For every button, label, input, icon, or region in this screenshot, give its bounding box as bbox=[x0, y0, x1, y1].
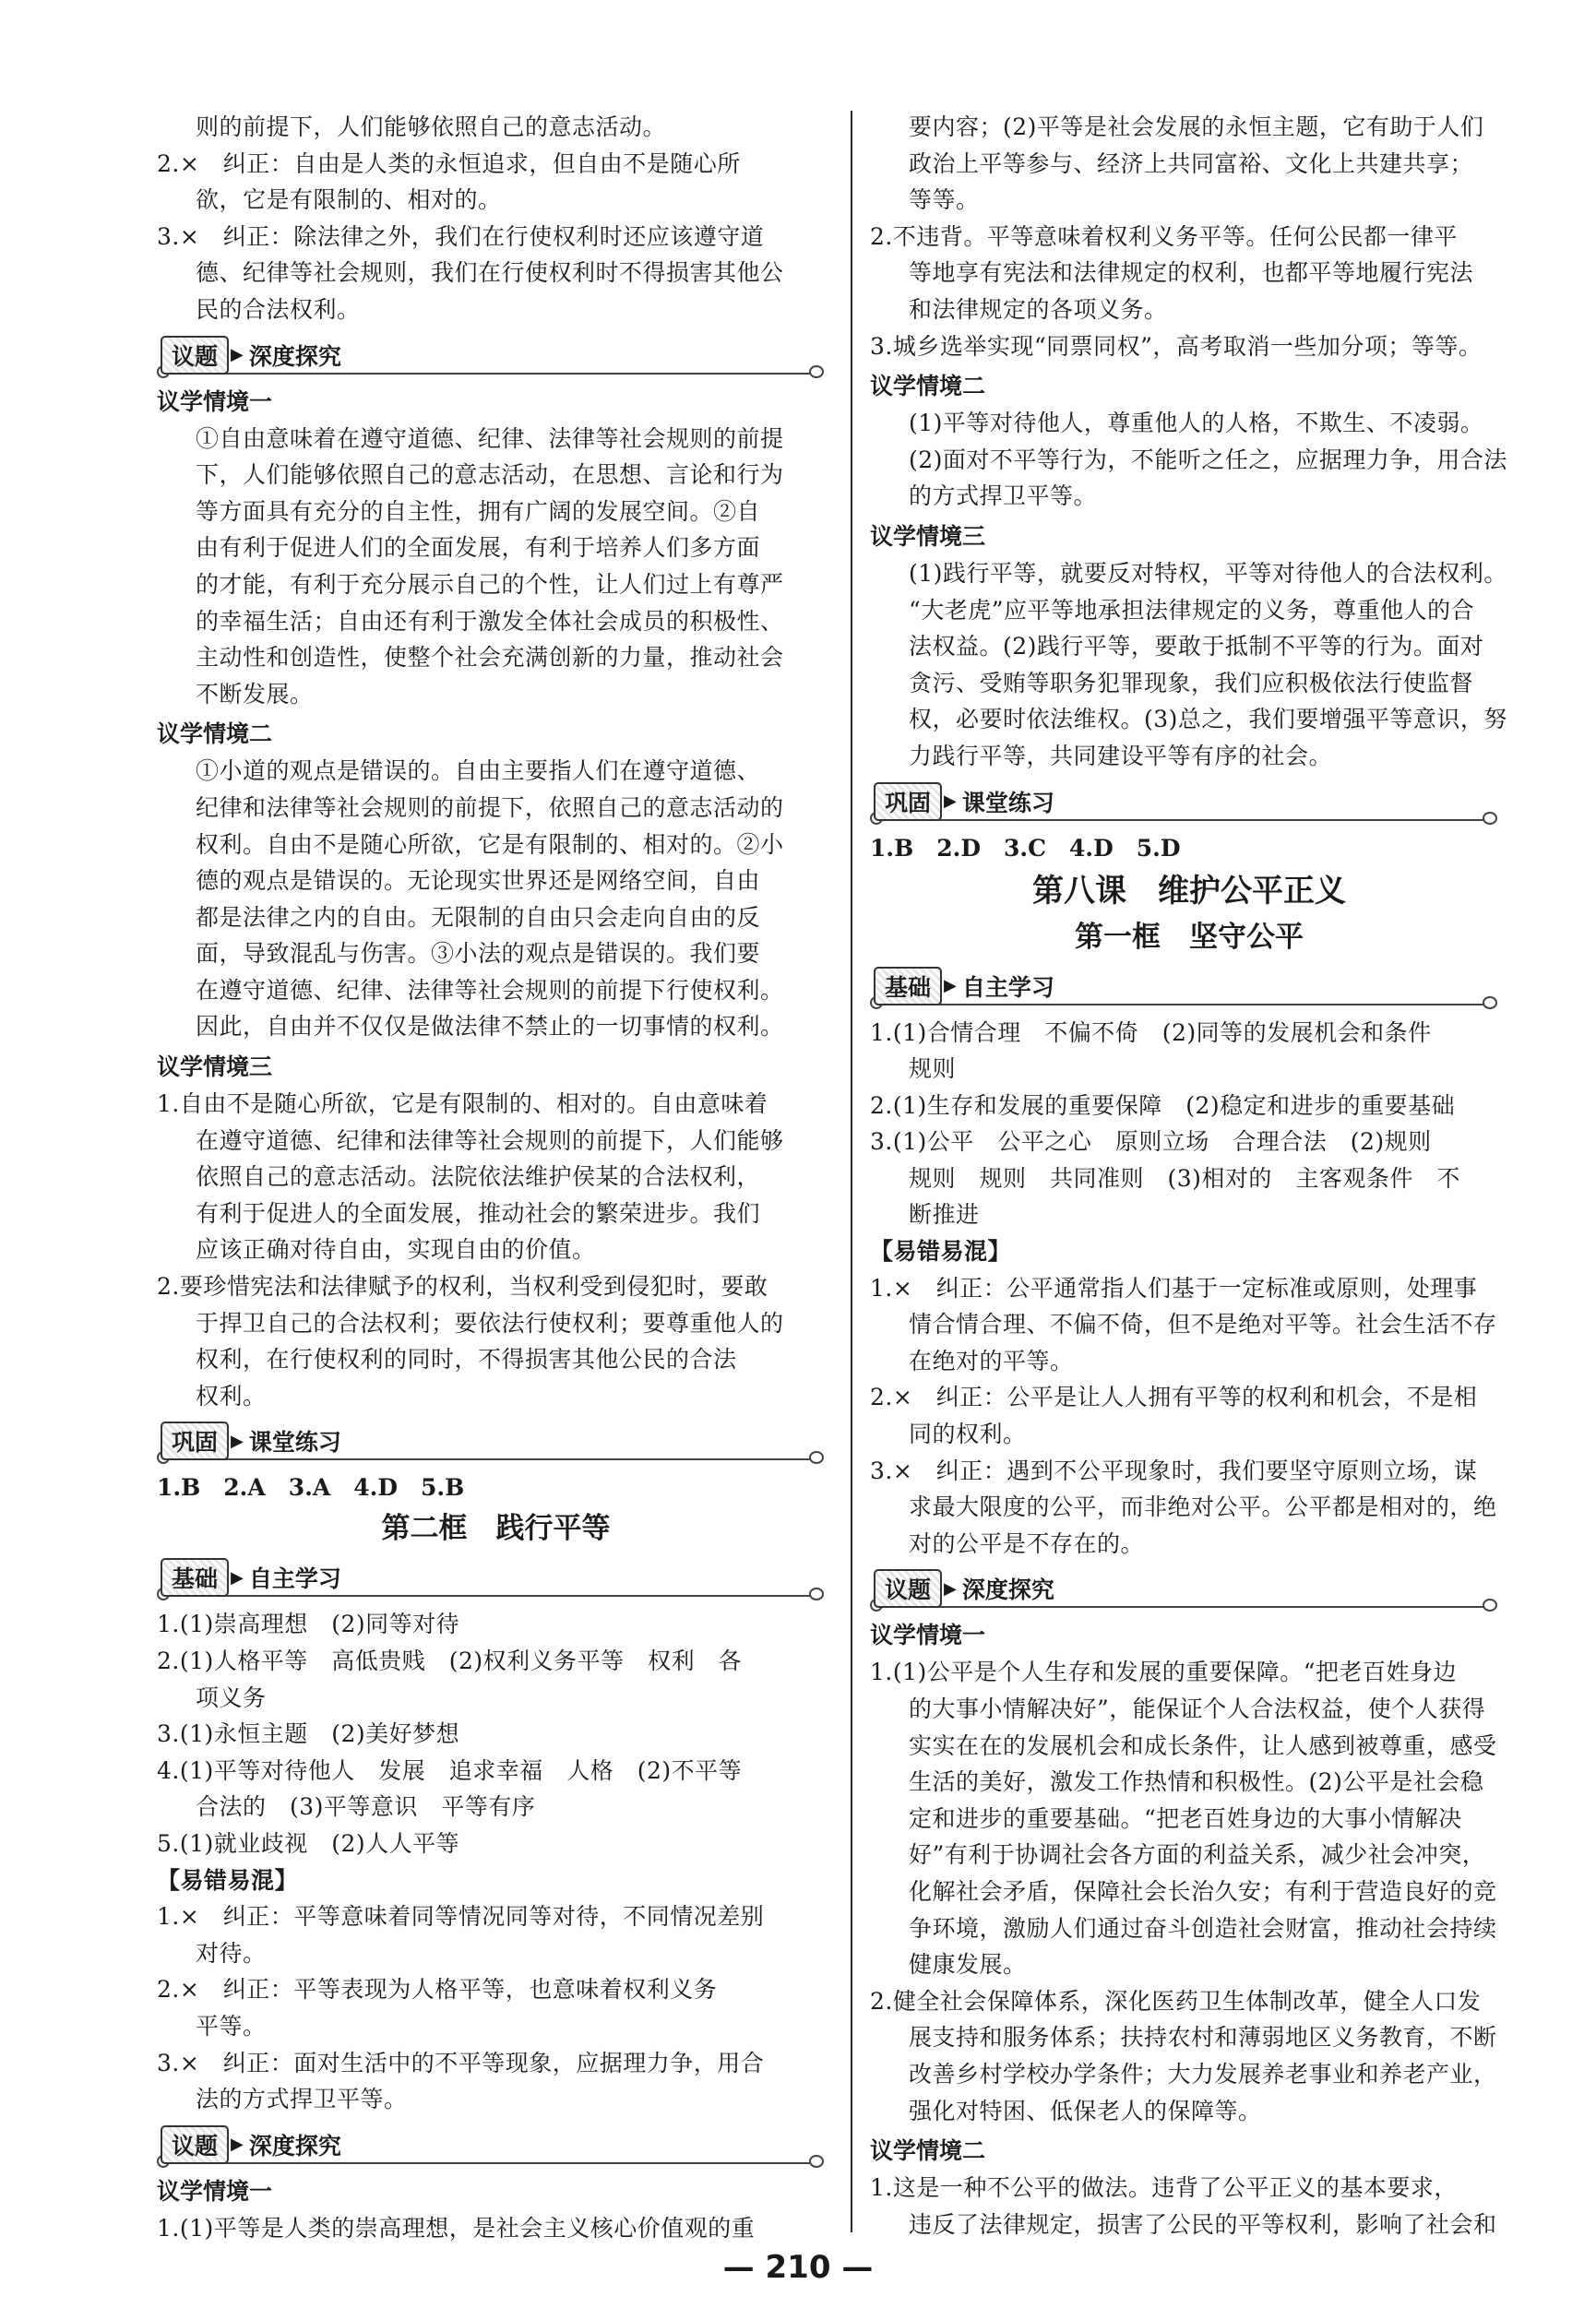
text-line: 权利，在行使权利的同时，不得损害其他公民的合法 bbox=[196, 1346, 737, 1374]
scenario-3-body bbox=[870, 555, 1508, 775]
text-line: 健康发展。 bbox=[909, 1951, 1027, 1979]
self-study-answers bbox=[157, 1606, 835, 1862]
text-line: 2.× 纠正：自由是人类的永恒追求，但自由不是随心所 bbox=[157, 149, 741, 177]
tag-key: 巩固 bbox=[161, 1422, 229, 1460]
triangle-right-icon: ▶ bbox=[231, 2135, 244, 2155]
text-line: 权，必要时依法维权。(3)总之，我们要增强平等意识，努 bbox=[909, 706, 1507, 733]
text-line: 的大事小情解决好”，能保证个人合法权益，使个人获得 bbox=[909, 1695, 1486, 1722]
tag-key: 基础 bbox=[874, 967, 942, 1005]
text-line: 权利。 bbox=[196, 1382, 267, 1410]
text-line: 民的合法权利。 bbox=[196, 295, 361, 323]
text-line: 2.× 纠正：公平是让人人拥有平等的权利和机会，不是相 bbox=[870, 1384, 1478, 1411]
section-tag-practice bbox=[157, 1422, 835, 1464]
tag-rule bbox=[164, 373, 811, 375]
tag-rule bbox=[164, 2162, 811, 2164]
text-line: 实实在在的发展机会和成长条件，让人感到被尊重，感受 bbox=[909, 1731, 1497, 1759]
text-line: 强化对特困、低保老人的保障等。 bbox=[909, 2097, 1262, 2124]
triangle-right-icon: ▶ bbox=[944, 791, 957, 811]
text-line: 改善乡村学校办学条件；大力发展养老事业和养老产业， bbox=[909, 2060, 1497, 2088]
text-line: 力践行平等，共同建设平等有序的社会。 bbox=[909, 742, 1333, 769]
left-column bbox=[157, 109, 835, 2246]
text-line: 欲，它是有限制的、相对的。 bbox=[196, 186, 502, 214]
triangle-right-icon: ▶ bbox=[231, 1567, 244, 1588]
text-line: 德、纪律等社会规则，我们在行使权利时不得损害其他公 bbox=[196, 259, 784, 287]
text-line: 2.(1)生存和发展的重要保障 (2)稳定和进步的重要基础 bbox=[870, 1091, 1456, 1119]
text-line: 应该正确对待自由，实现自由的价值。 bbox=[196, 1236, 596, 1264]
scenario-title: 议学情境一 bbox=[157, 387, 273, 415]
section-tag-deep-inquiry bbox=[157, 336, 835, 378]
text-line: 展支持和服务体系；扶持农村和薄弱地区义务教育，不断 bbox=[909, 2024, 1497, 2052]
text-line: 对待。 bbox=[196, 1939, 267, 1967]
tag-rule-end bbox=[809, 1451, 824, 1464]
text-line: 2.× 纠正：平等表现为人格平等，也意味着权利义务 bbox=[157, 1976, 718, 2004]
text-line: 纪律和法律等社会规则的前提下，依照自己的意志活动的 bbox=[196, 793, 784, 821]
mistakes-heading: 【易错易混】 bbox=[870, 1238, 1012, 1266]
text-line: 德的观点是错误的。无论现实世界还是网络空间，自由 bbox=[196, 867, 761, 895]
text-line: 3.(1)公平 公平之心 原则立场 合理合法 (2)规则 bbox=[870, 1128, 1432, 1156]
text-line: 1.(1)平等是人类的崇高理想，是社会主义核心价值观的重 bbox=[157, 2214, 756, 2242]
text-line: 1.× 纠正：平等意味着同等情况同等对待，不同情况差别 bbox=[157, 1903, 765, 1931]
text-line: 1.自由不是随心所欲，它是有限制的、相对的。自由意味着 bbox=[157, 1090, 768, 1118]
text-line: 同的权利。 bbox=[909, 1421, 1027, 1448]
text-line: 定和进步的重要基础。“把老百姓身边的大事小情解决 bbox=[909, 1804, 1462, 1832]
triangle-right-icon: ▶ bbox=[944, 1578, 957, 1599]
text-line: 主动性和创造性，使整个社会充满创新的力量，推动社会 bbox=[196, 644, 784, 672]
text-line: 在遵守道德、纪律、法律等社会规则的前提下行使权利。 bbox=[196, 976, 784, 1004]
text-line: 3.城乡选举实现“同票同权”，高考取消一些加分项；等等。 bbox=[870, 332, 1483, 360]
text-line: 权利。自由不是随心所欲，它是有限制的、相对的。②小 bbox=[196, 830, 784, 858]
text-line: 等方面具有充分的自主性，拥有广阔的发展空间。②自 bbox=[196, 497, 761, 525]
text-line: 法的方式捍卫平等。 bbox=[196, 2086, 408, 2113]
text-line: 面，导致混乱与伤害。③小法的观点是错误的。我们要 bbox=[196, 940, 761, 968]
text-line: 下，人们能够依照自己的意志活动，在思想、言论和行为 bbox=[196, 461, 784, 489]
answer-key: 1.B 2.A 3.A 4.D 5.B bbox=[157, 1474, 465, 1502]
text-line: 好”有利于协调社会各方面的利益关系，减少社会冲突， bbox=[909, 1841, 1486, 1869]
scenario-title: 议学情境三 bbox=[157, 1053, 273, 1081]
text-line: 依照自己的意志活动。法院依法维护侯某的合法权利， bbox=[196, 1163, 761, 1191]
scenario-1-body bbox=[870, 1654, 1508, 2129]
text-line: (2)面对不平等行为，不能听之任之，应据理力争，用合法 bbox=[909, 446, 1507, 473]
text-line: 平等。 bbox=[196, 2012, 267, 2040]
text-line: 求最大限度的公平，而非绝对公平。公平都是相对的，绝 bbox=[909, 1493, 1497, 1521]
text-line: 要内容；(2)平等是社会发展的永恒主题，它有助于人们 bbox=[909, 113, 1484, 140]
right-intro bbox=[870, 109, 1508, 364]
text-line: 争环境，激励人们通过奋斗创造社会财富，推动社会持续 bbox=[909, 1914, 1497, 1942]
tag-rule-end bbox=[809, 2155, 824, 2168]
frame-title: 第一框 坚守公平 bbox=[1075, 920, 1304, 954]
text-line: 1.这是一种不公平的做法。违背了公平正义的基本要求， bbox=[870, 2174, 1458, 2202]
section-tag-deep-inquiry bbox=[870, 1569, 1508, 1612]
text-line: 有利于促进人的全面发展，推动社会的繁荣进步。我们 bbox=[196, 1199, 761, 1227]
tag-rule bbox=[164, 1595, 811, 1597]
text-line: 规则 规则 共同准则 (3)相对的 主客观条件 不 bbox=[909, 1164, 1460, 1192]
answer-key: 1.B 2.D 3.C 4.D 5.D bbox=[870, 834, 1181, 862]
scenario-3-body bbox=[157, 1086, 835, 1414]
text-line: 2.健全社会保障体系，深化医药卫生体制改革，健全人口发 bbox=[870, 1987, 1482, 2015]
text-line: 的方式捍卫平等。 bbox=[909, 482, 1098, 510]
text-line: 情合情合理、不偏不倚，但不是绝对平等。社会生活不存 bbox=[909, 1311, 1497, 1338]
text-line: 规则 bbox=[909, 1055, 957, 1083]
text-line: 等等。 bbox=[909, 186, 980, 214]
mistakes-list bbox=[157, 1898, 835, 2118]
tag-key: 基础 bbox=[161, 1558, 229, 1597]
scenario-title: 议学情境二 bbox=[870, 373, 986, 400]
text-line: 3.× 纠正：遇到不公平现象时，我们要坚守原则立场，谋 bbox=[870, 1457, 1478, 1484]
text-line: 在绝对的平等。 bbox=[909, 1347, 1074, 1374]
triangle-right-icon: ▶ bbox=[231, 1431, 244, 1451]
text-line: 都是法律之内的自由。无限制的自由只会走向自由的反 bbox=[196, 903, 761, 931]
tag-label: 自主学习 bbox=[961, 973, 1054, 1001]
text-line: 3.× 纠正：面对生活中的不平等现象，应据理力争，用合 bbox=[157, 2049, 765, 2076]
scenario-2-body bbox=[870, 2170, 1508, 2243]
triangle-right-icon: ▶ bbox=[231, 345, 244, 365]
section-tag-self-study bbox=[157, 1558, 835, 1600]
mistakes-heading: 【易错易混】 bbox=[157, 1866, 299, 1894]
text-line: ①小道的观点是错误的。自由主要指人们在遵守道德、 bbox=[196, 757, 761, 785]
left-intro bbox=[157, 109, 835, 328]
text-line: 2.不违背。平等意味着权利义务平等。任何公民都一律平 bbox=[870, 222, 1458, 250]
tag-key: 巩固 bbox=[874, 782, 942, 821]
text-line: 贪污、受贿等职务犯罪现象，我们应积极依法行使监督 bbox=[909, 669, 1474, 696]
text-line: 1.(1)公平是个人生存和发展的重要保障。“把老百姓身边 bbox=[870, 1659, 1458, 1686]
text-line: (1)践行平等，就要反对特权，平等对待他人的合法权利。 bbox=[909, 559, 1507, 587]
text-line: 政治上平等参与、经济上共同富裕、文化上共建共享； bbox=[909, 149, 1474, 177]
text-line: 1.(1)崇高理想 (2)同等对待 bbox=[157, 1611, 460, 1638]
text-line: 合法的 (3)平等意识 平等有序 bbox=[196, 1793, 536, 1821]
tag-rule-end bbox=[809, 365, 824, 378]
section-tag-deep-inquiry bbox=[157, 2125, 835, 2168]
scenario-title: 议学情境一 bbox=[870, 1622, 986, 1649]
text-line: 的幸福生活；自由还有利于激发全体社会成员的积极性、 bbox=[196, 607, 784, 635]
right-column bbox=[870, 109, 1508, 2243]
text-line: “大老虎”应平等地承担法律规定的义务，尊重他人的合 bbox=[909, 596, 1475, 624]
text-line: (1)平等对待他人，尊重他人的人格，不欺生、不凌弱。 bbox=[909, 410, 1484, 437]
text-line: 和法律规定的各项义务。 bbox=[909, 295, 1168, 323]
text-line: 则的前提下，人们能够依照自己的意志活动。 bbox=[196, 113, 667, 140]
text-line: 1.(1)合情合理 不偏不倚 (2)同等的发展机会和条件 bbox=[870, 1018, 1432, 1046]
tag-key: 议题 bbox=[874, 1569, 942, 1608]
text-line: 等地享有宪法和法律规定的权利，也都平等地履行宪法 bbox=[909, 259, 1474, 287]
tag-label: 深度探究 bbox=[248, 2132, 341, 2159]
tag-rule bbox=[877, 819, 1484, 821]
self-study-answers bbox=[870, 1015, 1508, 1234]
scenario-title: 议学情境一 bbox=[157, 2177, 273, 2205]
section-tag-practice bbox=[870, 782, 1508, 825]
tag-label: 深度探究 bbox=[248, 342, 341, 370]
scenario-title: 议学情境二 bbox=[157, 720, 273, 748]
tag-rule bbox=[164, 1458, 811, 1460]
text-line: 化解社会矛盾，保障社会长治久安；有利于营造良好的竞 bbox=[909, 1877, 1497, 1905]
tag-rule-end bbox=[1483, 996, 1497, 1009]
text-line: 2.(1)人格平等 高低贵贱 (2)权利义务平等 权利 各 bbox=[157, 1648, 743, 1674]
text-line: 对的公平是不存在的。 bbox=[909, 1529, 1145, 1557]
lesson-title: 第八课 维护公平正义 bbox=[1032, 872, 1346, 910]
text-line: 违反了法律规定，损害了公民的平等权利，影响了社会和 bbox=[909, 2210, 1497, 2238]
scenario-1-body bbox=[157, 421, 835, 713]
triangle-right-icon: ▶ bbox=[944, 976, 957, 995]
tag-rule-end bbox=[809, 1588, 824, 1600]
tag-label: 自主学习 bbox=[248, 1565, 341, 1593]
tag-rule bbox=[877, 1606, 1484, 1608]
text-line: ①自由意味着在遵守道德、纪律、法律等社会规则的前提 bbox=[196, 424, 784, 452]
tag-rule-end bbox=[1483, 812, 1497, 825]
tag-key: 议题 bbox=[161, 336, 229, 375]
tag-rule bbox=[877, 1004, 1484, 1005]
text-line: 2.要珍惜宪法和法律赋予的权利，当权利受到侵犯时，要敢 bbox=[157, 1273, 768, 1301]
scenario-title: 议学情境二 bbox=[870, 2137, 986, 2165]
text-line: 于捍卫自己的合法权利；要依法行使权利；要尊重他人的 bbox=[196, 1309, 784, 1337]
text-line: 项义务 bbox=[196, 1683, 267, 1711]
text-line: 4.(1)平等对待他人 发展 追求幸福 人格 (2)不平等 bbox=[157, 1756, 743, 1784]
tag-label: 深度探究 bbox=[961, 1576, 1054, 1604]
text-line: 断推进 bbox=[909, 1201, 980, 1229]
text-line: 因此，自由并不仅仅是做法律不禁止的一切事情的权利。 bbox=[196, 1013, 784, 1041]
scenario-title: 议学情境三 bbox=[870, 522, 986, 550]
tag-rule-end bbox=[1483, 1599, 1497, 1612]
section-tag-self-study bbox=[870, 967, 1508, 1009]
text-line: 1.× 纠正：公平通常指人们基于一定标准或原则，处理事 bbox=[870, 1274, 1478, 1302]
page-number: — 210 — bbox=[722, 2249, 874, 2286]
text-line: 5.(1)就业歧视 (2)人人平等 bbox=[157, 1829, 460, 1857]
text-line: 3.(1)永恒主题 (2)美好梦想 bbox=[157, 1720, 460, 1748]
text-line: 不断发展。 bbox=[196, 680, 314, 708]
text-line: 生活的美好，激发工作热情和积极性。(2)公平是社会稳 bbox=[909, 1768, 1484, 1796]
tag-label: 课堂练习 bbox=[248, 1429, 341, 1457]
text-line: 3.× 纠正：除法律之外，我们在行使权利时还应该遵守道 bbox=[157, 222, 765, 250]
scenario-2-body bbox=[157, 753, 835, 1045]
text-line: 在遵守道德、纪律和法律等社会规则的前提下，人们能够 bbox=[196, 1126, 784, 1154]
mistakes-list bbox=[870, 1270, 1508, 1563]
tag-label: 课堂练习 bbox=[961, 789, 1054, 816]
text-line: 由有利于促进人们的全面发展，有利于培养人们多方面 bbox=[196, 534, 761, 562]
scenario-2-body bbox=[870, 405, 1508, 515]
column-divider bbox=[851, 111, 852, 2232]
text-line: 法权益。(2)践行平等，要敢于抵制不平等的行为。面对 bbox=[909, 633, 1484, 660]
tag-key: 议题 bbox=[161, 2125, 229, 2164]
text-line: 的才能，有利于充分展示自己的个性，让人们过上有尊严 bbox=[196, 570, 784, 598]
frame-title: 第二框 践行平等 bbox=[381, 1512, 611, 1546]
